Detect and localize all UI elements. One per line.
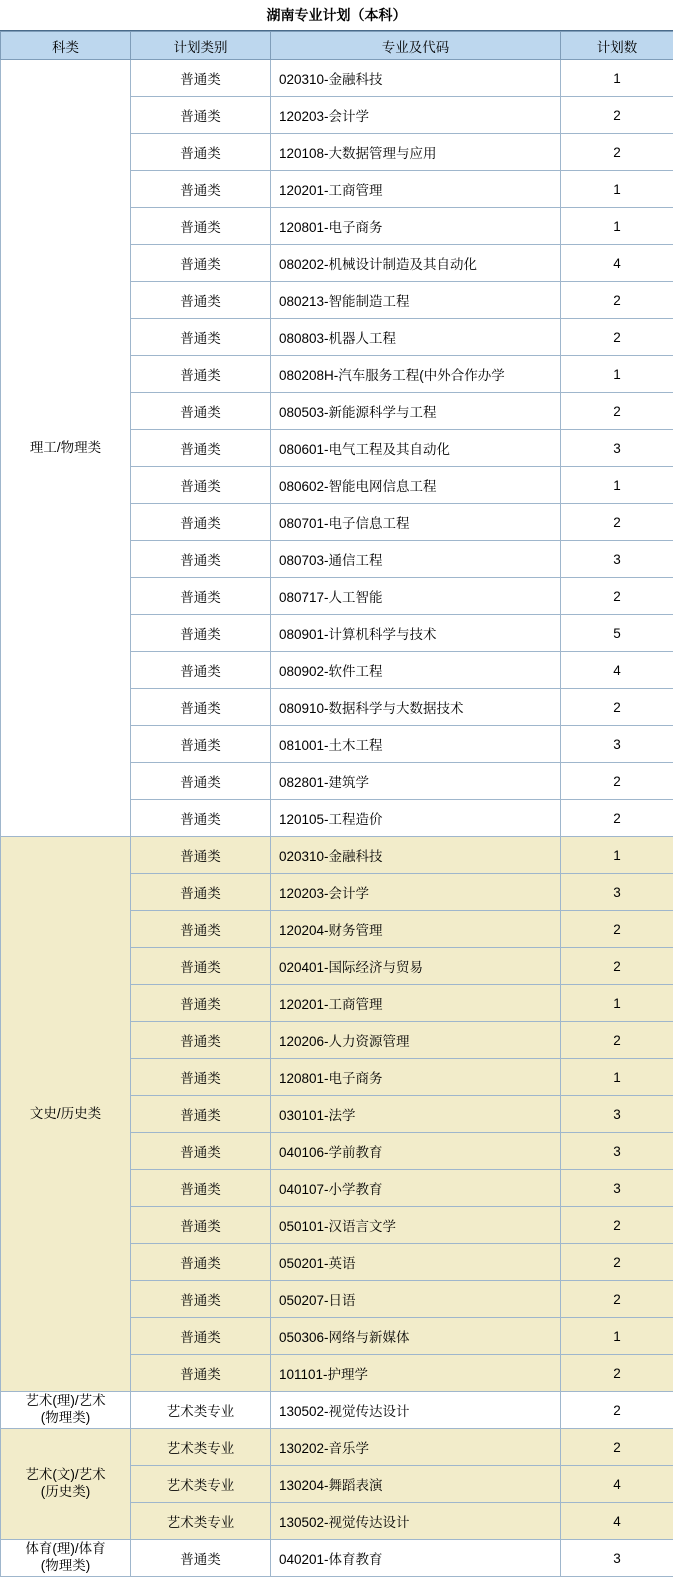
count-cell: 2 xyxy=(561,319,673,356)
plan-type-cell: 艺术类专业 xyxy=(131,1466,271,1503)
plan-type-cell: 普通类 xyxy=(131,1540,271,1577)
major-code-cell: 080803-机器人工程 xyxy=(271,319,561,356)
major-code-cell: 050101-汉语言文学 xyxy=(271,1207,561,1244)
count-cell: 2 xyxy=(561,911,673,948)
plan-type-cell: 普通类 xyxy=(131,208,271,245)
plan-type-cell: 普通类 xyxy=(131,948,271,985)
major-code-cell: 120108-大数据管理与应用 xyxy=(271,134,561,171)
count-cell: 4 xyxy=(561,245,673,282)
plan-type-cell: 普通类 xyxy=(131,171,271,208)
table-row xyxy=(1,1392,673,1429)
major-code-cell: 020401-国际经济与贸易 xyxy=(271,948,561,985)
plan-type-cell: 普通类 xyxy=(131,911,271,948)
major-code-cell: 130204-舞蹈表演 xyxy=(271,1466,561,1503)
count-cell: 1 xyxy=(561,208,673,245)
plan-type-cell: 艺术类专业 xyxy=(131,1429,271,1466)
table-row xyxy=(1,60,673,97)
category-cell: 文史/历史类 xyxy=(1,837,131,1392)
count-cell: 1 xyxy=(561,171,673,208)
major-code-cell: 050306-网络与新媒体 xyxy=(271,1318,561,1355)
count-cell: 4 xyxy=(561,652,673,689)
table-body xyxy=(1,60,673,1577)
major-code-cell: 080901-计算机科学与技术 xyxy=(271,615,561,652)
major-code-cell: 120801-电子商务 xyxy=(271,1059,561,1096)
plan-type-cell: 普通类 xyxy=(131,874,271,911)
count-cell: 2 xyxy=(561,1429,673,1466)
count-cell: 3 xyxy=(561,726,673,763)
plan-type-cell: 普通类 xyxy=(131,1244,271,1281)
major-code-cell: 080703-通信工程 xyxy=(271,541,561,578)
count-cell: 1 xyxy=(561,467,673,504)
plan-type-cell: 普通类 xyxy=(131,1207,271,1244)
major-code-cell: 040201-体育教育 xyxy=(271,1540,561,1577)
plan-type-cell: 普通类 xyxy=(131,1022,271,1059)
major-code-cell: 130202-音乐学 xyxy=(271,1429,561,1466)
major-code-cell: 120801-电子商务 xyxy=(271,208,561,245)
plan-type-cell: 普通类 xyxy=(131,467,271,504)
count-cell: 2 xyxy=(561,1392,673,1429)
count-cell: 3 xyxy=(561,541,673,578)
count-cell: 2 xyxy=(561,578,673,615)
plan-type-cell: 普通类 xyxy=(131,985,271,1022)
column-header-plan-type: 计划类别 xyxy=(131,32,271,60)
plan-type-cell: 普通类 xyxy=(131,1096,271,1133)
plan-type-cell: 普通类 xyxy=(131,837,271,874)
major-code-cell: 130502-视觉传达设计 xyxy=(271,1392,561,1429)
major-code-cell: 080717-人工智能 xyxy=(271,578,561,615)
plan-type-cell: 普通类 xyxy=(131,504,271,541)
major-code-cell: 080602-智能电网信息工程 xyxy=(271,467,561,504)
category-cell: 艺术(文)/艺术 (历史类) xyxy=(1,1429,131,1540)
page-title: 湖南专业计划（本科） xyxy=(0,0,673,31)
table-header-row xyxy=(1,32,673,60)
plan-type-cell: 普通类 xyxy=(131,282,271,319)
major-code-cell: 120203-会计学 xyxy=(271,97,561,134)
major-code-cell: 040107-小学教育 xyxy=(271,1170,561,1207)
major-code-cell: 101101-护理学 xyxy=(271,1355,561,1392)
count-cell: 4 xyxy=(561,1503,673,1540)
major-code-cell: 080601-电气工程及其自动化 xyxy=(271,430,561,467)
count-cell: 2 xyxy=(561,282,673,319)
count-cell: 2 xyxy=(561,948,673,985)
count-cell: 2 xyxy=(561,1244,673,1281)
count-cell: 2 xyxy=(561,97,673,134)
count-cell: 2 xyxy=(561,763,673,800)
major-code-cell: 080701-电子信息工程 xyxy=(271,504,561,541)
table-row xyxy=(1,837,673,874)
column-header-category: 科类 xyxy=(1,32,131,60)
major-code-cell: 020310-金融科技 xyxy=(271,837,561,874)
count-cell: 2 xyxy=(561,393,673,430)
count-cell: 1 xyxy=(561,1059,673,1096)
major-code-cell: 050207-日语 xyxy=(271,1281,561,1318)
major-code-cell: 080910-数据科学与大数据技术 xyxy=(271,689,561,726)
plan-type-cell: 普通类 xyxy=(131,615,271,652)
plan-type-cell: 普通类 xyxy=(131,60,271,97)
count-cell: 3 xyxy=(561,430,673,467)
major-code-cell: 050201-英语 xyxy=(271,1244,561,1281)
plan-type-cell: 普通类 xyxy=(131,1318,271,1355)
major-code-cell: 080503-新能源科学与工程 xyxy=(271,393,561,430)
major-code-cell: 080213-智能制造工程 xyxy=(271,282,561,319)
count-cell: 2 xyxy=(561,1281,673,1318)
table-row xyxy=(1,1429,673,1466)
plan-type-cell: 普通类 xyxy=(131,245,271,282)
count-cell: 2 xyxy=(561,800,673,837)
major-code-cell: 082801-建筑学 xyxy=(271,763,561,800)
count-cell: 2 xyxy=(561,689,673,726)
major-code-cell: 040106-学前教育 xyxy=(271,1133,561,1170)
admission-plan-table xyxy=(0,31,673,1577)
plan-type-cell: 普通类 xyxy=(131,689,271,726)
category-cell: 理工/物理类 xyxy=(1,60,131,837)
plan-type-cell: 普通类 xyxy=(131,541,271,578)
plan-type-cell: 艺术类专业 xyxy=(131,1503,271,1540)
plan-type-cell: 普通类 xyxy=(131,800,271,837)
count-cell: 2 xyxy=(561,1022,673,1059)
count-cell: 3 xyxy=(561,1540,673,1577)
plan-type-cell: 普通类 xyxy=(131,652,271,689)
count-cell: 3 xyxy=(561,1170,673,1207)
count-cell: 2 xyxy=(561,1207,673,1244)
table-row xyxy=(1,1540,673,1577)
major-code-cell: 120204-财务管理 xyxy=(271,911,561,948)
plan-type-cell: 艺术类专业 xyxy=(131,1392,271,1429)
count-cell: 1 xyxy=(561,1318,673,1355)
plan-type-cell: 普通类 xyxy=(131,430,271,467)
column-header-major-code: 专业及代码 xyxy=(271,32,561,60)
column-header-count: 计划数 xyxy=(561,32,673,60)
plan-type-cell: 普通类 xyxy=(131,1355,271,1392)
plan-type-cell: 普通类 xyxy=(131,393,271,430)
count-cell: 3 xyxy=(561,874,673,911)
count-cell: 4 xyxy=(561,1466,673,1503)
major-code-cell: 120105-工程造价 xyxy=(271,800,561,837)
plan-type-cell: 普通类 xyxy=(131,1170,271,1207)
plan-type-cell: 普通类 xyxy=(131,763,271,800)
major-code-cell: 120206-人力资源管理 xyxy=(271,1022,561,1059)
plan-type-cell: 普通类 xyxy=(131,1133,271,1170)
plan-type-cell: 普通类 xyxy=(131,578,271,615)
plan-type-cell: 普通类 xyxy=(131,1059,271,1096)
count-cell: 2 xyxy=(561,1355,673,1392)
plan-type-cell: 普通类 xyxy=(131,726,271,763)
major-code-cell: 081001-土木工程 xyxy=(271,726,561,763)
major-code-cell: 120201-工商管理 xyxy=(271,985,561,1022)
category-cell: 艺术(理)/艺术 (物理类) xyxy=(1,1392,131,1429)
category-cell: 体育(理)/体育 (物理类) xyxy=(1,1540,131,1577)
plan-type-cell: 普通类 xyxy=(131,97,271,134)
major-code-cell: 020310-金融科技 xyxy=(271,60,561,97)
plan-type-cell: 普通类 xyxy=(131,1281,271,1318)
major-code-cell: 030101-法学 xyxy=(271,1096,561,1133)
major-code-cell: 130502-视觉传达设计 xyxy=(271,1503,561,1540)
count-cell: 1 xyxy=(561,356,673,393)
major-code-cell: 080202-机械设计制造及其自动化 xyxy=(271,245,561,282)
count-cell: 3 xyxy=(561,1096,673,1133)
count-cell: 5 xyxy=(561,615,673,652)
count-cell: 2 xyxy=(561,134,673,171)
major-code-cell: 120201-工商管理 xyxy=(271,171,561,208)
plan-type-cell: 普通类 xyxy=(131,356,271,393)
count-cell: 1 xyxy=(561,985,673,1022)
count-cell: 1 xyxy=(561,60,673,97)
plan-type-cell: 普通类 xyxy=(131,134,271,171)
count-cell: 1 xyxy=(561,837,673,874)
plan-type-cell: 普通类 xyxy=(131,319,271,356)
count-cell: 2 xyxy=(561,504,673,541)
major-code-cell: 080208H-汽车服务工程(中外合作办学 xyxy=(271,356,561,393)
major-code-cell: 120203-会计学 xyxy=(271,874,561,911)
major-code-cell: 080902-软件工程 xyxy=(271,652,561,689)
count-cell: 3 xyxy=(561,1133,673,1170)
